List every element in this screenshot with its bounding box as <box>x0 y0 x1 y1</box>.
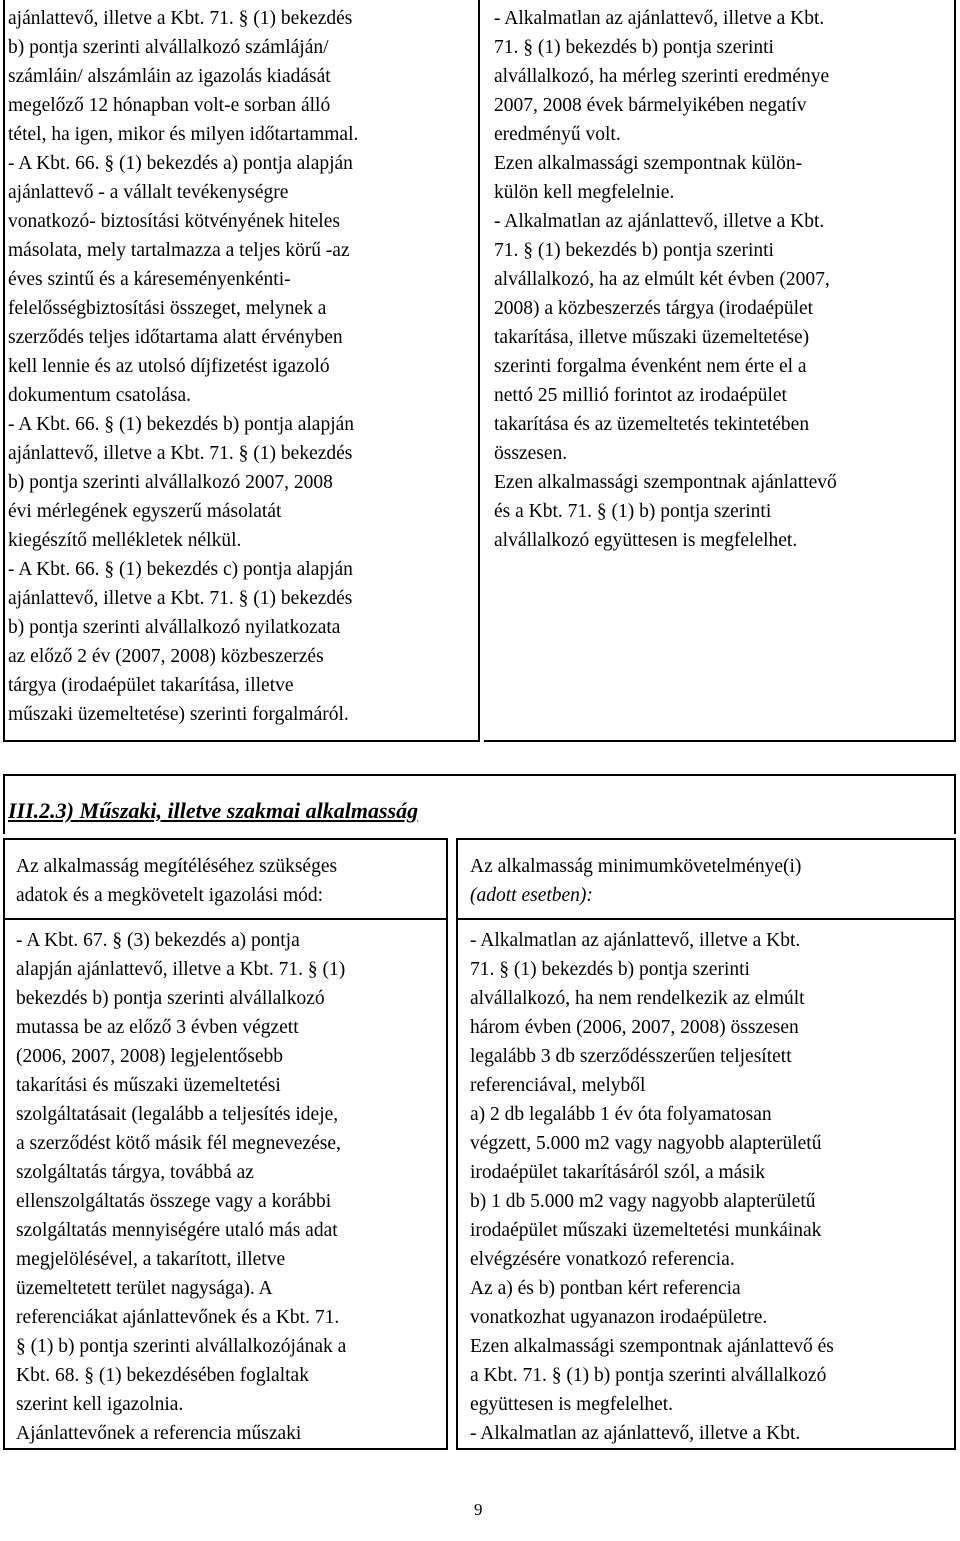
text-line: irodaépület takarításáról szól, a másik <box>470 1162 766 1183</box>
text-line: ajánlattevő, illetve a Kbt. 71. § (1) bekezdés <box>8 8 353 29</box>
text-line: szolgáltatás tárgya, továbbá az <box>16 1162 254 1183</box>
minimum-header <box>470 852 801 910</box>
section-title: III.2.3) Műszaki, illetve szakmai alkalmasság <box>8 798 419 823</box>
text-line: - A Kbt. 66. § (1) bekezdés a) pontja alapján <box>8 153 353 174</box>
text-line: Ezen alkalmassági szempontnak ajánlattevő és <box>470 1336 834 1357</box>
text-line: b) pontja szerinti alvállalkozó 2007, 2008 <box>8 472 333 493</box>
text-line: együttesen is megfelelhet. <box>470 1394 674 1415</box>
text-line: (2006, 2007, 2008) legjelentősebb <box>16 1046 283 1067</box>
text-line: Az alkalmasság megítéléséhez szükséges <box>16 856 338 877</box>
table1-right-cell <box>494 4 837 555</box>
text-line: 71. § (1) bekezdés b) pontja szerinti <box>494 37 774 58</box>
table1-left-cell <box>8 4 358 729</box>
text-line: adatok és a megkövetelt igazolási mód: <box>16 885 324 906</box>
minimum-body <box>470 926 834 1448</box>
text-line: dokumentum csatolása. <box>8 385 192 406</box>
text-line: Kbt. 68. § (1) bekezdésében foglaltak <box>16 1365 309 1386</box>
text-line: tárgya (irodaépület takarítása, illetve <box>8 675 294 696</box>
header-right-top-border <box>456 838 956 840</box>
text-line: éves szintű és a káreseményenkénti- <box>8 269 291 290</box>
text-line: szerinti forgalma évenként nem érte el a <box>494 356 807 377</box>
text-line: § (1) b) pontja szerinti alvállalkozójának a <box>16 1336 347 1357</box>
text-line: alapján ajánlattevő, illetve a Kbt. 71. § (1) <box>16 959 346 980</box>
text-line: szolgáltatásait (legalább a teljesítés ideje, <box>16 1104 339 1125</box>
text-line: - A Kbt. 67. § (3) bekezdés a) pontja <box>16 930 300 951</box>
text-line: alvállalkozó együttesen is megfelelhet. <box>494 530 798 551</box>
section-title-top-rule <box>3 774 954 776</box>
text-line: évi mérlegének egyszerű másolatát <box>8 501 282 522</box>
text-line: b) pontja szerinti alvállalkozó nyilatkozata <box>8 617 341 638</box>
text-line: takarítása és az üzemeltetés tekintetében <box>494 414 810 435</box>
text-line: 71. § (1) bekezdés b) pontja szerinti <box>494 240 774 261</box>
text-line: összesen. <box>494 443 568 464</box>
table2-right-bottom-border <box>456 1448 956 1450</box>
header-left-bottom-border <box>3 918 447 920</box>
table2-left-bottom-border <box>3 1448 447 1450</box>
table2-right-inner-border <box>456 838 458 1450</box>
text-line: kell lennie és az utolsó díjfizetést igazoló <box>8 356 330 377</box>
text-line: - Alkalmatlan az ajánlattevő, illetve a Kbt. <box>470 1423 801 1444</box>
text-line: az előző 2 év (2007, 2008) közbeszerzés <box>8 646 324 667</box>
text-line: a szerződést kötő másik fél megnevezése, <box>16 1133 341 1154</box>
text-line: b) pontja szerinti alvállalkozó számláján/ <box>8 37 329 58</box>
text-line: - Alkalmatlan az ajánlattevő, illetve a Kbt. <box>470 930 801 951</box>
header-left-top-border <box>3 838 447 840</box>
text-line: felelősségbiztosítási összeget, melynek a <box>8 298 327 319</box>
text-line: b) 1 db 5.000 m2 vagy nagyobb alapterületű <box>470 1191 816 1212</box>
text-line: alvállalkozó, ha nem rendelkezik az elmúlt <box>470 988 805 1009</box>
text-line: legalább 3 db szerződésszerűen teljesített <box>470 1046 792 1067</box>
text-line: szolgáltatás mennyiségére utaló más adat <box>16 1220 338 1241</box>
text-line: szerint kell igazolnia. <box>16 1394 184 1415</box>
text-line: takarítása, illetve műszaki üzemeltetése) <box>494 327 810 348</box>
text-line: Ajánlattevőnek a referencia műszaki <box>16 1423 302 1444</box>
table1-column-divider <box>478 0 480 742</box>
text-line: a Kbt. 71. § (1) b) pontja szerinti alvállalkozó <box>470 1365 827 1386</box>
text-line: vonatkozó- biztosítási kötvényének hiteles <box>8 211 340 232</box>
text-line: - A Kbt. 66. § (1) bekezdés c) pontja alapján <box>8 559 353 580</box>
text-line: alvállalkozó, ha az elmúlt két évben (2007, <box>494 269 830 290</box>
text-line: irodaépület műszaki üzemeltetési munkáinak <box>470 1220 822 1241</box>
text-line: végzett, 5.000 m2 vagy nagyobb alapterületű <box>470 1133 822 1154</box>
table1-bottom-border-right <box>484 740 956 742</box>
text-line: Ezen alkalmassági szempontnak ajánlattevő <box>494 472 837 493</box>
table2-left-inner-border <box>446 838 448 1450</box>
text-line: megelőző 12 hónapban volt-e sorban álló <box>8 95 331 116</box>
text-line: bekezdés b) pontja szerinti alvállalkozó <box>16 988 325 1009</box>
text-line: ajánlattevő, illetve a Kbt. 71. § (1) bekezdés <box>8 443 353 464</box>
section-title-left-border <box>3 774 5 834</box>
text-line: üzemeltetett terület nagysága). A <box>16 1278 273 1299</box>
text-line: három évben (2006, 2007, 2008) összesen <box>470 1017 799 1038</box>
table2-left-border <box>3 838 5 1450</box>
text-line: ajánlattevő - a vállalt tevékenységre <box>8 182 289 203</box>
text-line: külön kell megfelelnie. <box>494 182 675 203</box>
text-line: elvégzésére vonatkozó referencia. <box>470 1249 735 1270</box>
text-line: megjelölésével, a takarított, illetve <box>16 1249 286 1270</box>
text-line: ajánlattevő, illetve a Kbt. 71. § (1) bekezdés <box>8 588 353 609</box>
table2-right-border <box>954 838 956 1450</box>
text-line: (adott esetben): <box>470 885 593 906</box>
text-line: nettó 25 millió forintot az irodaépület <box>494 385 787 406</box>
section-title-right-border <box>954 774 956 834</box>
requirements-header <box>16 852 337 910</box>
text-line: Az a) és b) pontban kért referencia <box>470 1278 741 1299</box>
text-line: - Alkalmatlan az ajánlattevő, illetve a Kbt. <box>494 8 825 29</box>
text-line: 2007, 2008 évek bármelyikében negatív <box>494 95 807 116</box>
text-line: alvállalkozó, ha mérleg szerinti eredménye <box>494 66 830 87</box>
text-line: takarítási és műszaki üzemeltetési <box>16 1075 281 1096</box>
page-number: 9 <box>474 1500 483 1519</box>
text-line: és a Kbt. 71. § (1) b) pontja szerinti <box>494 501 772 522</box>
text-line: kiegészítő mellékletek nélkül. <box>8 530 242 551</box>
table1-bottom-border-left <box>3 740 480 742</box>
text-line: eredményű volt. <box>494 124 621 145</box>
text-line: számláin/ alszámláin az igazolás kiadását <box>8 66 331 87</box>
requirements-body <box>16 926 346 1448</box>
text-line: mutassa be az előző 3 évben végzett <box>16 1017 299 1038</box>
text-line: 71. § (1) bekezdés b) pontja szerinti <box>470 959 750 980</box>
text-line: a) 2 db legalább 1 év óta folyamatosan <box>470 1104 772 1125</box>
text-line: referenciákat ajánlattevőnek és a Kbt. 71. <box>16 1307 340 1328</box>
text-line: 2008) a közbeszerzés tárgya (irodaépület <box>494 298 814 319</box>
text-line: műszaki üzemeltetése) szerinti forgalmáról. <box>8 704 349 725</box>
text-line: referenciával, melyből <box>470 1075 646 1096</box>
text-line: vonatkozhat ugyanazon irodaépületre. <box>470 1307 768 1328</box>
table1-right-border <box>954 0 956 742</box>
text-line: Az alkalmasság minimumkövetelménye(i) <box>470 856 802 877</box>
table1-left-border <box>3 0 5 742</box>
text-line: - Alkalmatlan az ajánlattevő, illetve a Kbt. <box>494 211 825 232</box>
text-line: tétel, ha igen, mikor és milyen időtartammal. <box>8 124 359 145</box>
text-line: - A Kbt. 66. § (1) bekezdés b) pontja alapján <box>8 414 355 435</box>
text-line: másolata, mely tartalmazza a teljes körű -az <box>8 240 350 261</box>
text-line: ellenszolgáltatás összege vagy a korábbi <box>16 1191 332 1212</box>
text-line: Ezen alkalmassági szempontnak külön- <box>494 153 803 174</box>
text-line: szerződés teljes időtartama alatt érvényben <box>8 327 343 348</box>
header-right-bottom-border <box>456 918 956 920</box>
